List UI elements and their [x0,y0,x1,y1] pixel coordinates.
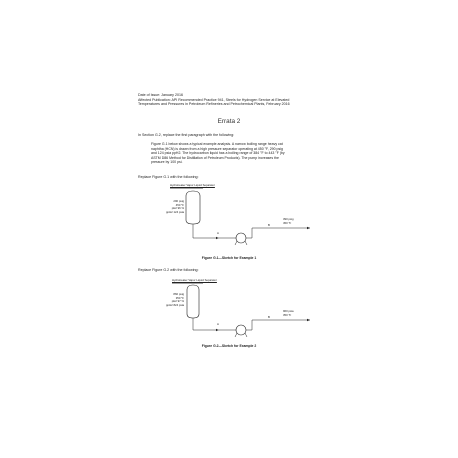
condition: 290 psig [173,199,184,203]
pump-base-left [235,333,237,337]
condition: pH2 97 % [171,299,184,303]
flow-arrow-icon [216,329,219,331]
figure-1-node-b: B [268,223,270,227]
affected-publication: Affected Publication: API Recommended Practice 941, Steels for Hydrogen Service at Elevated [138,97,290,102]
figure-2-node-b: B [268,315,270,319]
replace-figure-2-instruction: Replace Figure G.2 with the following: [138,268,199,272]
condition: ppH2 124 psia [166,209,185,214]
figure-1-vessel-label: Hydrotreater Vapor Liquid Separator [170,183,215,187]
condition: ppH2 824 psia [166,302,185,307]
affected-publication-cont: Temperatures and Pressures in Petroleum Refineries and Petrochemical Plants, February 2016 [138,102,290,107]
intro-paragraph: In Section G.2, replace the first paragraph with the following: [138,133,235,137]
figure-2-outlet-conditions [283,310,294,317]
separator-vessel [187,285,199,318]
errata-title: Errata 2 [217,118,241,125]
condition: 860 psig [173,292,184,296]
condition: pH2 96 % [171,206,184,210]
figure-2-caption: Figure G.2—Sketch for Example 2 [201,344,257,348]
replacement-line: Figure G.1 below shows a typical example analysis. A narrow boiling range heavy cat [151,142,283,146]
replacement-line: and 124 psia ppH2. The hydrocarbon liquid has a boiling range of 384 °F to 443 °F (by [151,151,285,155]
figure-2-vessel-label: Hydrotreater Vapor Liquid Separator [172,278,217,282]
pump-base-right [245,333,247,337]
issue-date: Date of Issue: January 2016 [138,93,183,97]
replacement-line: pressure by 100 psi. [151,160,183,164]
flow-arrow-icon [307,319,310,321]
figure-1-caption: Figure G.1—Sketch for Example 1 [201,256,257,260]
figure-2-node-a: A [217,322,219,326]
condition: 390 psig [283,217,294,221]
figure-1-node-a: A [217,231,219,235]
replacement-line: ASTM D86 Method for Distillation of Petroleum Products). The pump increases the [151,155,279,160]
replace-figure-1-instruction: Replace Figure G.1 with the following: [138,175,199,179]
condition: 350 °F [175,295,184,300]
condition: 450 °F [283,220,292,225]
replacement-line: naphtha (HCN) is drawn from a high pressure separator operating at 450 °F, 290 psig [151,146,283,151]
figure-2-vessel-conditions [166,293,184,307]
condition: 960 psia [283,309,294,313]
condition: 350 °F [283,312,292,317]
pump-icon [236,325,246,335]
condition: 450 °F [175,202,184,207]
